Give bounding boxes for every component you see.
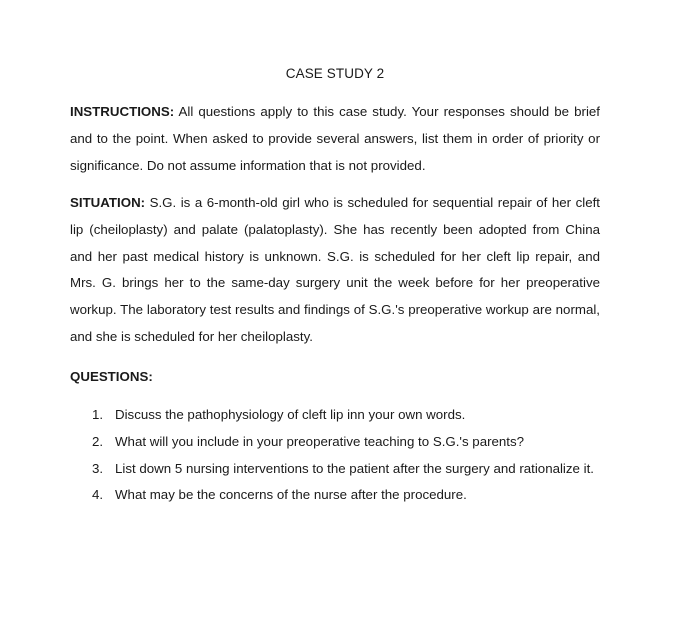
question-number: 3. <box>92 460 104 476</box>
question-number: 4. <box>92 487 104 503</box>
questions-heading: QUESTIONS: <box>70 369 153 384</box>
question-number: 1. <box>92 407 104 422</box>
questions-list <box>70 402 598 509</box>
question-text: What will you include in your preoperative teaching to S.G.'s parents? <box>115 433 525 449</box>
instructions-text: All questions apply to this case study. Your responses should be brief and to the point. When asked to provide several answers, list them in order of priority or significance. Do not assume information that is not provided. <box>70 104 600 173</box>
question-item <box>70 429 598 456</box>
document-title: CASE STUDY 2 <box>285 66 385 81</box>
question-text: Discuss the pathophysiology of cleft lip inn your own words. <box>115 407 466 422</box>
question-item <box>70 482 598 509</box>
situation-paragraph <box>70 190 600 351</box>
question-item <box>70 402 598 429</box>
situation-label: SITUATION: <box>70 195 146 210</box>
situation-text: S.G. is a 6-month-old girl who is scheduled for sequential repair of her cleft lip (cheiloplasty) and palate (palatoplasty). She has recently been adopted from China and her past medical history is unknown. S.G. is scheduled for her cleft lip repair, and Mrs. G. brings her to the same-day surgery unit the week before for her preoperative workup. The laboratory test results and findings of S.G.'s preoperative workup are normal, and she is scheduled for her cheiloplasty. <box>70 195 600 344</box>
question-number: 2. <box>92 433 104 449</box>
instructions-paragraph <box>70 99 600 179</box>
question-item <box>70 456 598 483</box>
question-text: What may be the concerns of the nurse after the procedure. <box>115 487 467 503</box>
question-text: List down 5 nursing interventions to the patient after the surgery and rationalize it. <box>115 460 594 476</box>
instructions-label: INSTRUCTIONS: <box>70 104 175 119</box>
